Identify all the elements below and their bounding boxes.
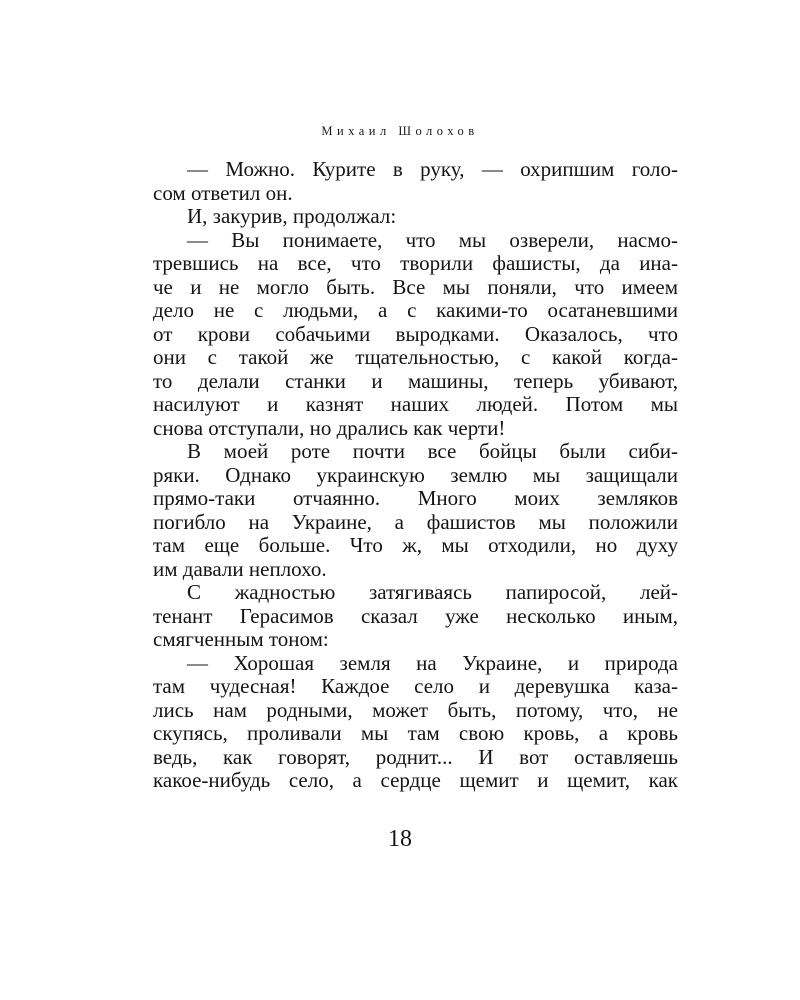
text-line: смягченным тоном: xyxy=(153,628,329,651)
page-number: 18 xyxy=(388,826,412,852)
text-line: то делали станки и машины, теперь убивают, xyxy=(153,369,678,393)
text-line: ведь, как говорят, роднит... И вот оставляешь xyxy=(153,745,678,769)
text-line: — Вы понимаете, что мы озверели, насмо- xyxy=(187,228,678,252)
text-line: сом ответил он. xyxy=(153,181,293,205)
text-line: че и не могло быть. Все мы поняли, что имеем xyxy=(153,275,678,299)
text-line: В моей роте почти все бойцы были сиби- xyxy=(187,440,678,463)
text-line: какое-нибудь село, а сердце щемит и щемит, как xyxy=(153,769,678,792)
text-line: снова отступали, но дрались как черти! xyxy=(153,416,506,440)
text-line: — Хорошая земля на Украине, и природа xyxy=(187,651,678,675)
text-line: ряки. Однако украинскую землю мы защищали xyxy=(153,463,678,487)
text-line: погибло на Украине, а фашистов мы положили xyxy=(153,510,678,534)
text-line: прямо-таки отчаянно. Много моих земляков xyxy=(153,487,678,510)
text-line: — Можно. Курите в руку, — охрипшим голо- xyxy=(187,158,678,181)
text-line: тревшись на все, что творили фашисты, да ина- xyxy=(153,252,678,275)
text-line: лись нам родными, может быть, потому, что, не xyxy=(153,698,678,722)
body-text xyxy=(153,158,678,793)
text-line: скупясь, проливали мы там свою кровь, а кровь xyxy=(153,722,678,745)
text-line: тенант Герасимов сказал уже несколько иным, xyxy=(153,604,678,628)
text-line: там чудесная! Каждое село и деревушка каза- xyxy=(153,675,678,698)
text-line: С жадностью затягиваясь папиросой, лей- xyxy=(187,581,678,604)
text-line: им давали неплохо. xyxy=(153,557,327,581)
text-line: они с такой же тщательностью, с какой когда- xyxy=(153,346,678,369)
running-header: Михаил Шолохов xyxy=(321,124,479,138)
text-line: насилуют и казнят наших людей. Потом мы xyxy=(153,393,678,416)
text-line: от крови собачьими выродками. Оказалось, что xyxy=(153,322,678,346)
text-line: дело не с людьми, а с какими-то осатаневшими xyxy=(153,299,678,322)
text-line: И, закурив, продолжал: xyxy=(187,205,397,228)
text-line: там еще больше. Что ж, мы отходили, но духу xyxy=(153,534,678,557)
